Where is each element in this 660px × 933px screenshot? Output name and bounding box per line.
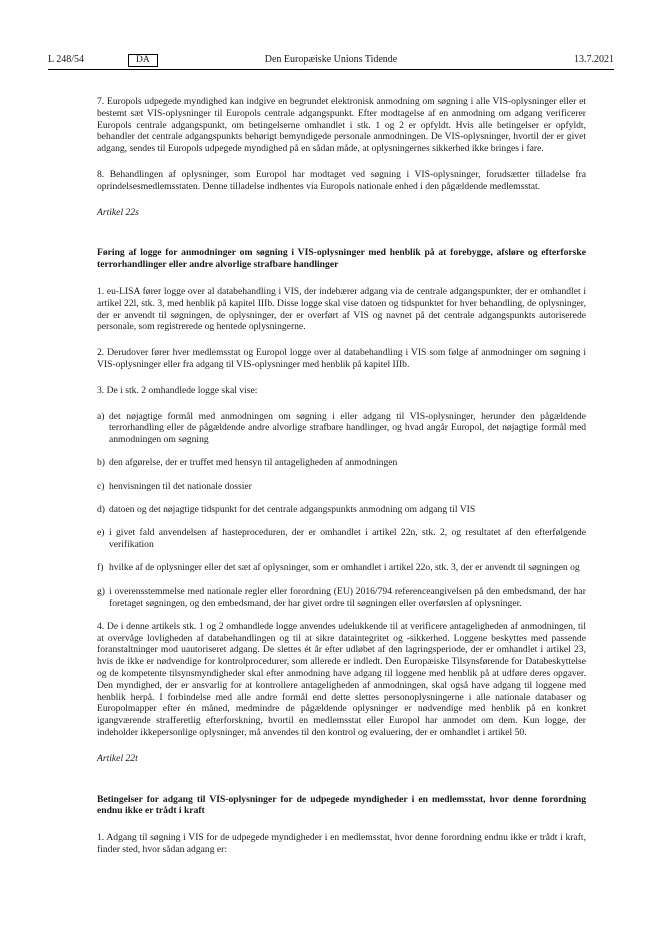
list-item-label: g) xyxy=(97,585,105,597)
header-divider xyxy=(48,69,614,70)
list-item-d xyxy=(97,504,586,516)
list-item-text: i givet fald anvendelsen af hasteproceduren, der er omhandlet i artikel 22n, stk. 2, og resultatet af den efterfølgende verifikation xyxy=(109,527,586,551)
list-item-e xyxy=(97,527,586,551)
list-item-a xyxy=(97,411,586,446)
list-item-b xyxy=(97,457,586,469)
article-22s-paragraph-3: 3. De i stk. 2 omhandlede logge skal vise: xyxy=(97,384,258,396)
list-item-label: d) xyxy=(97,504,105,516)
paragraph-8: 8. Behandlingen af oplysninger, som Europol har modtaget ved søgning i VIS-oplysninger, forudsætter tilladelse fra oprindelsesmedlemsstaten. Denne tilladelse indhentes via Europols nationale enhed i den pågældende medlemsstat. xyxy=(97,168,586,192)
article-22s-paragraph-4: 4. De i denne artikels stk. 1 og 2 omhandlede logge anvendes udelukkende til at verificere antageligheden af anmodningen, til at overvåge lovligheden af databehandlingen og til at sikre dataintegritet og -sikkerhed. Loggene beskyttes med passende foranstaltninger mod uautoriseret adgang. De slettes ét år efter udløbet af den lagringsperiode, der er omhandlet i artikel 23, hvis de ikke er nødvendige for kontrolprocedurer, som allerede er indledt. Den Europæiske Tilsynsførende for Databeskyttelse og de kompetente tilsynsmyndigheder skal efter anmodning have adgang til loggene med henblik på at udføre deres opgaver. Den myndighed, der er ansvarlig for at kontrollere antageligheden af anmodningen, skal også have adgang til loggene med henblik herpå. I forbindelse med alle andre formål end dette slettes personoplysningerne i alle nationale databaser og Europolmapper efter én måned, medmindre de pågældende oplysninger er nødvendige med henblik på en konkret igangværende strafferetlig efterforskning, hvortil en medlemsstat eller Europol har anmodet om dem. Kun logge, der indeholder ikkepersonlige oplysninger, må anvendes til den kontrol og evaluering, der er omhandlet i artikel 50. xyxy=(97,620,586,738)
document-body xyxy=(97,96,586,870)
list-item-text: datoen og det nøjagtige tidspunkt for det centrale adgangspunkts anmodning om adgang til VIS xyxy=(109,504,476,516)
article-22s-reference: Artikel 22s xyxy=(97,206,139,218)
article-22s-title: Føring af logge for anmodninger om søgning i VIS-oplysninger med henblik på at forebygge, afsløre og efterforske terrorhandlinger eller andre alvorlige strafbare handlinger xyxy=(97,247,586,271)
list-item-text: den afgørelse, der er truffet med hensyn til antageligheden af anmodningen xyxy=(109,457,398,469)
list-item-label: e) xyxy=(97,527,105,539)
journal-title: Den Europæiske Unions Tidende xyxy=(264,54,398,65)
list-item-c xyxy=(97,481,586,493)
publication-date: 13.7.2021 xyxy=(574,54,614,65)
list-item-label: c) xyxy=(97,480,105,492)
paragraph-7: 7. Europols udpegede myndighed kan indgive en begrundet elektronisk anmodning om søgning i alle VIS-oplysninger eller et bestemt sæt VIS-oplysninger til Europols centrale adgangspunkt. Efter modtagelse af en anmodning om adgang verificerer Europols centrale adgangspunkt, om betingelserne omhandlet i stk. 1 og 2 er opfyldt. Hvis alle betingelser er opfyldt, behandler det centrale adgangspunkts behørigt bemyndigede personale anmodningen. De VIS-oplysninger, hvortil der er givet adgang, sendes til Europols udpegede myndighed på en sådan måde, at oplysningernes sikkerhed ikke bringes i fare. xyxy=(97,96,586,155)
article-22s-paragraph-1: 1. eu-LISA fører logge over al databehandling i VIS, der indebærer adgang via de centrale adgangspunkter, der er omhandlet i artikel 22l, stk. 3, med henblik på kapitel IIIb. Disse logge skal vise datoen og tidspunktet for hver behandling, de oplysninger, der er anvendt til søgningen, de oplysninger, der er overført af VIS og navnet på det centrale adgangspunkts autoriserede personale, som registrerede og hentede oplysningerne. xyxy=(97,285,586,333)
list-item-label: f) xyxy=(97,562,104,574)
article-22s-paragraph-2: 2. Derudover fører hver medlemsstat og Europol logge over al databehandling i VIS som følge af anmodninger om søgning i VIS-oplysninger eller fra adgang til VIS-oplysninger med henblik på kapitel IIIb. xyxy=(97,347,586,370)
article-22t-title: Betingelser for adgang til VIS-oplysninger for de udpegede myndigheder i en medlemsstat, hvor denne forordning endnu ikke er trådt i kraft xyxy=(97,793,586,817)
document-reference: L 248/54 xyxy=(48,54,85,65)
list-item-text: hvilke af de oplysninger eller det sæt af oplysninger, som er omhandlet i artikel 22o, stk. 3, der er anvendt til søgningen og xyxy=(109,562,580,574)
list-item-g xyxy=(97,586,586,610)
list-item-text: det nøjagtige formål med anmodningen om søgning i eller adgang til VIS-oplysninger, herunder den pågældende terrorhandling eller de pågældende andre alvorlige strafbare handlinger, og hvad angår Europol, det nøjagtige formål med anmodningen om søgning xyxy=(109,410,586,446)
article-22t-paragraph-1: 1. Adgang til søgning i VIS for de udpegede myndigheder i en medlemsstat, hvor denne forordning endnu ikke er trådt i kraft, finder sted, hvor sådan adgang er: xyxy=(97,832,586,855)
page-header xyxy=(48,54,614,70)
list-item-label: a) xyxy=(97,410,105,422)
list-item-text: henvisningen til det nationale dossier xyxy=(109,480,252,492)
list-item-f xyxy=(97,562,586,574)
list-item-text: i overensstemmelse med nationale regler eller forordning (EU) 2016/794 referenceangivelsen på den embedsmand, der har foretaget søgningen, og den embedsmand, der har givet ordre til søgningen eller overførslen af oplysninger. xyxy=(109,585,586,609)
article-22t-reference: Artikel 22t xyxy=(97,752,138,764)
list-item-label: b) xyxy=(97,457,105,469)
language-badge: DA xyxy=(128,54,158,67)
